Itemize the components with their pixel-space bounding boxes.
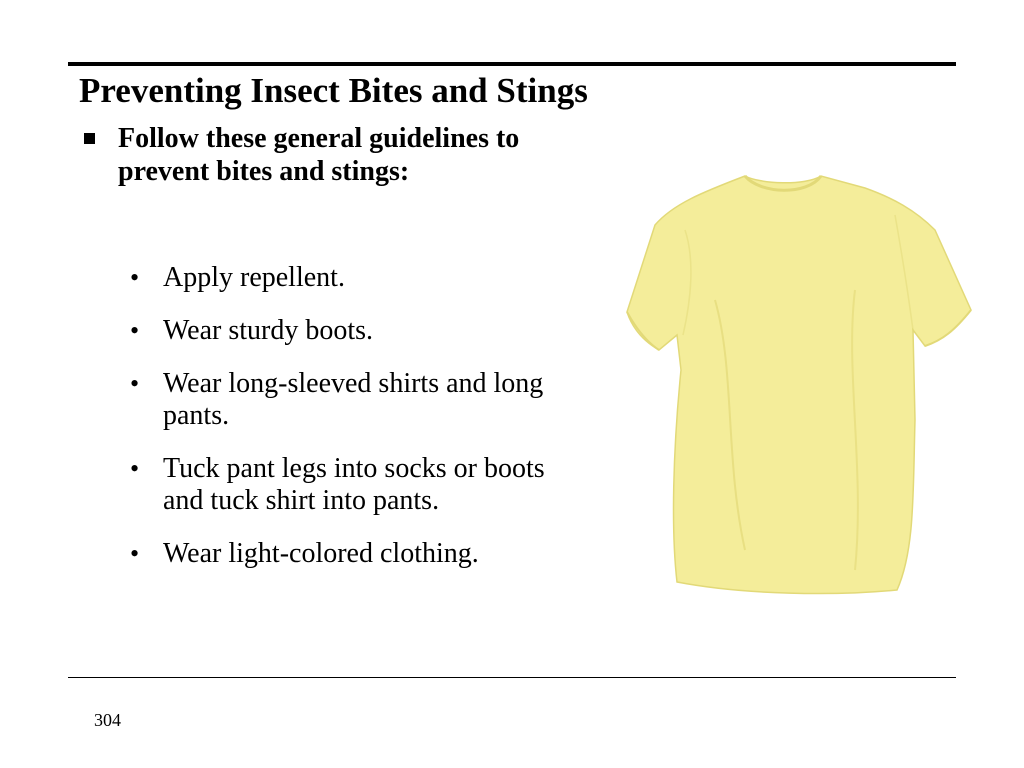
lead-line: Follow these general guidelines to [118,123,520,154]
bullet-dot-icon: • [130,369,140,398]
list-item-text: pants. [163,400,230,431]
list-item-text: and tuck shirt into pants. [163,485,440,516]
page-number: 304 [94,710,121,730]
list-item-text: Tuck pant legs into socks or boots [163,453,545,484]
top-divider [68,62,956,66]
bottom-divider [68,677,956,678]
bullet-dot-icon: • [130,263,140,292]
list-item-text: Wear light-colored clothing. [163,538,479,569]
square-bullet-icon [84,133,95,144]
list-item-text: Wear long-sleeved shirts and long [163,368,544,399]
bullet-dot-icon: • [130,316,140,345]
bullet-dot-icon: • [130,539,140,568]
tshirt-image [625,170,975,595]
bullet-dot-icon: • [130,454,140,483]
list-item [130,315,625,347]
lead-text [118,122,628,188]
list-item [130,538,625,570]
list-item [130,368,625,432]
list-item [130,453,625,517]
tshirt-icon [625,170,975,595]
list-item [130,262,625,294]
guideline-list [130,262,625,582]
list-item-text: Wear sturdy boots. [163,315,374,346]
slide-title: Preventing Insect Bites and Stings [79,71,588,110]
list-item-text: Apply repellent. [163,262,345,293]
lead-line: prevent bites and stings: [118,156,410,187]
